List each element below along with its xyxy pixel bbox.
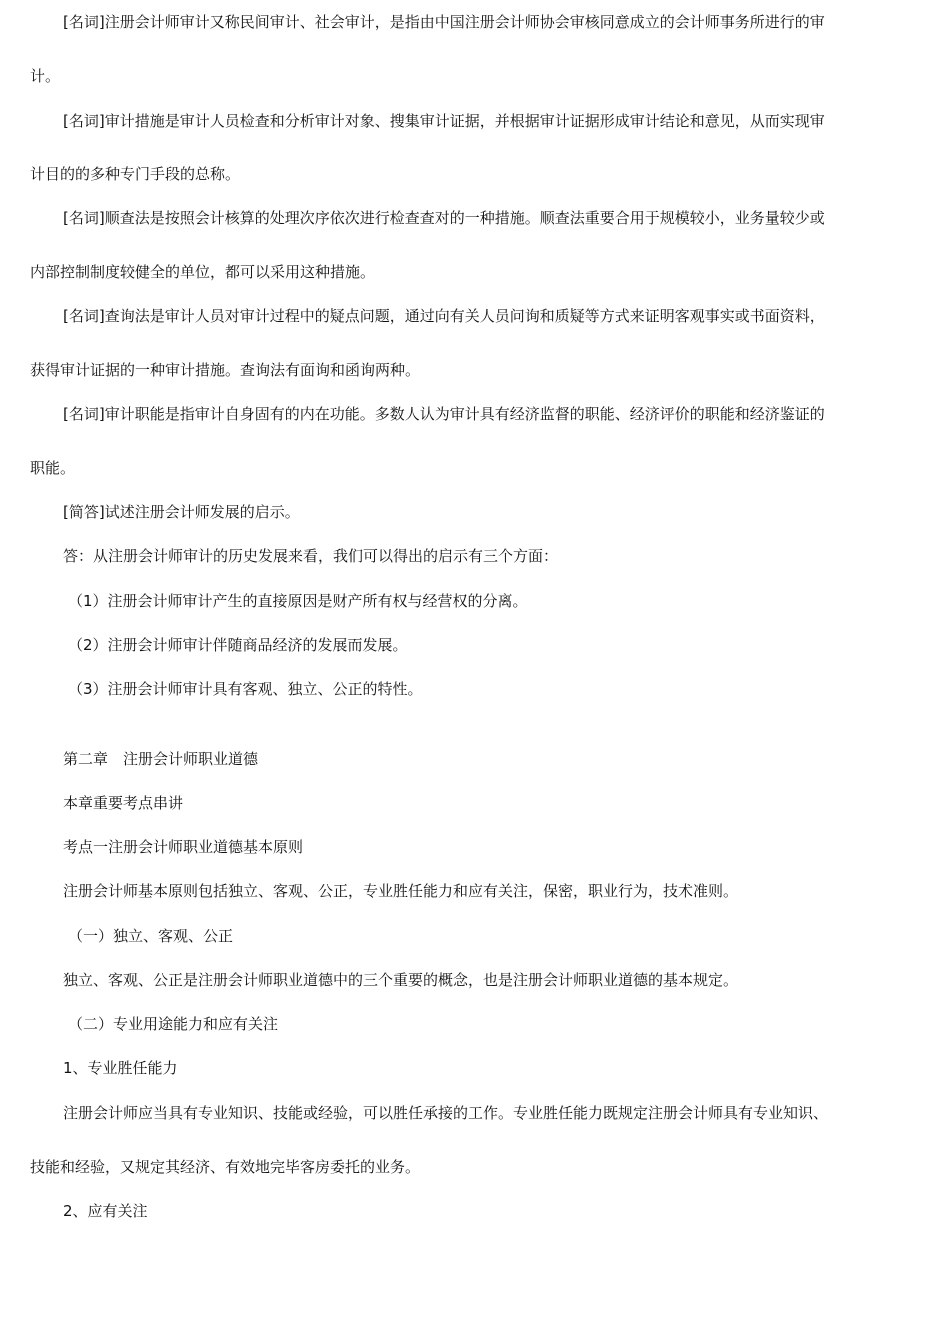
- short-answer-question: [简答]试述注册会计师发展的启示。: [63, 503, 300, 521]
- paragraph-inquiry-method-line-1: [名词]查询法是审计人员对审计过程中的疑点问题，通过向有关人员问询和质疑等方式来证明客观事实或书面资料，: [63, 307, 825, 325]
- subheading-due-care-item-2: 2、应有关注: [63, 1202, 148, 1220]
- paragraph-sequential-check-line-2: 内部控制制度较健全的单位，都可以采用这种措施。: [30, 263, 376, 281]
- paragraph-sequential-check-line-1: [名词]顺查法是按照会计核算的处理次序依次进行检查查对的一种措施。顺查法重要合用于规模较小，业务量较少或: [63, 209, 825, 227]
- competence-paragraph-line-1: 注册会计师应当具有专业知识、技能或经验，可以胜任承接的工作。专业胜任能力既规定注册会计师具有专业知识、: [63, 1104, 829, 1122]
- subheading-independence: （一）独立、客观、公正: [68, 927, 234, 945]
- paragraph-audit-function-line-2: 职能。: [30, 459, 76, 477]
- key-point-one-heading: 考点一注册会计师职业道德基本原则: [63, 838, 304, 856]
- answer-point-2: （2）注册会计师审计伴随商品经济的发展而发展。: [68, 636, 408, 654]
- paragraph-audit-function-line-1: [名词]审计职能是指审计自身固有的内在功能。多数人认为审计具有经济监督的职能、经济评价的职能和经济鉴证的: [63, 405, 825, 423]
- paragraph-cpa-audit-line-1: [名词]注册会计师审计又称民间审计、社会审计，是指由中国注册会计师协会审核同意成立的会计师事务所进行的审: [63, 13, 825, 31]
- competence-paragraph-line-2: 技能和经验，又规定其经济、有效地完毕客房委托的业务。: [30, 1158, 421, 1176]
- subheading-professional-competence: （二）专业用途能力和应有关注: [68, 1015, 279, 1033]
- section-key-points: 本章重要考点串讲: [63, 794, 184, 812]
- subheading-competence-item-1: 1、专业胜任能力: [63, 1059, 178, 1077]
- independence-paragraph: 独立、客观、公正是注册会计师职业道德中的三个重要的概念，也是注册会计师职业道德的基本规定。: [63, 971, 739, 989]
- paragraph-audit-methods-line-2: 计目的的多种专门手段的总称。: [30, 165, 241, 183]
- answer-intro: 答：从注册会计师审计的历史发展来看，我们可以得出的启示有三个方面：: [63, 547, 559, 565]
- answer-point-1: （1）注册会计师审计产生的直接原因是财产所有权与经营权的分离。: [68, 592, 528, 610]
- paragraph-cpa-audit-line-2: 计。: [30, 67, 61, 85]
- basic-principles-paragraph: 注册会计师基本原则包括独立、客观、公正，专业胜任能力和应有关注，保密，职业行为，技术准则。: [63, 882, 739, 900]
- paragraph-audit-methods-line-1: [名词]审计措施是审计人员检查和分析审计对象、搜集审计证据，并根据审计证据形成审计结论和意见，从而实现审: [63, 112, 825, 130]
- paragraph-inquiry-method-line-2: 获得审计证据的一种审计措施。查询法有面询和函询两种。: [30, 361, 421, 379]
- answer-point-3: （3）注册会计师审计具有客观、独立、公正的特性。: [68, 680, 423, 698]
- chapter-title: 第二章 注册会计师职业道德: [63, 750, 259, 768]
